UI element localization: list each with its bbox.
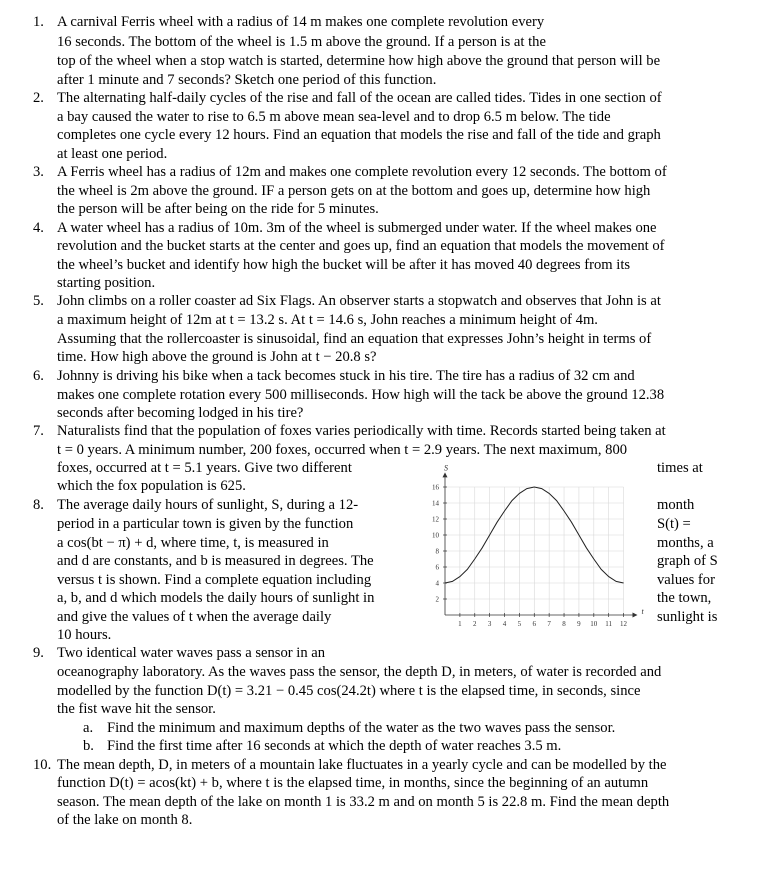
problem-line: a cos(bt − π) + d, where time, t, is measured in [57,535,329,551]
problem-line: after 1 minute and 7 seconds? Sketch one period of this function. [57,72,437,88]
problem-line: foxes, occurred at t = 5.1 years. Give two different [57,460,352,476]
x-axis-label: t [641,607,644,616]
y-tick-label: 14 [432,499,439,508]
problem-line: t = 0 years. A minimum number, 200 foxes, occurred when t = 2.9 years. The next maximum, 800 [57,442,628,458]
problem-line: completes one cycle every 12 hours. Find an equation that models the rise and fall of the tide and graph [57,127,661,143]
problem-number: 1. [33,14,44,30]
problem-line: The alternating half-daily cycles of the rise and fall of the ocean are called tides. Tides in one section of [57,90,662,106]
side-text: values for [657,572,715,588]
x-tick-label: 5 [517,620,522,628]
problem-line: A carnival Ferris wheel with a radius of 14 m makes one complete revolution every [57,14,545,30]
side-text: the town, [657,590,712,606]
x-tick-label: 9 [577,620,581,628]
problem-number: 3. [33,164,44,180]
x-tick-label: 10 [590,620,598,628]
problem-line: the fist wave hit the sensor. [57,701,216,717]
problem-number: 8. [33,497,44,513]
problem-line: of the lake on month 8. [57,812,193,828]
problem-line: and give the values of t when the average daily [57,609,332,625]
problem-number: 7. [33,423,44,439]
x-tick-label: 4 [502,620,507,628]
problem-number: 9. [33,645,44,661]
problem-line: Assuming that the rollercoaster is sinusoidal, find an equation that expresses John’s height in terms of [57,331,652,347]
problem-line: a maximum height of 12m at t = 13.2 s. At t = 14.6 s, John reaches a minimum height of 4m. [57,312,598,328]
problem-line: The mean depth, D, in meters of a mountain lake fluctuates in a yearly cycle and can be modelled by the [57,757,667,773]
problem-line: Two identical water waves pass a sensor in an [57,645,326,661]
y-tick-label: 4 [435,579,439,588]
problem-line: a, b, and d which models the daily hours of sunlight in [57,590,375,606]
sunlight-chart [420,463,652,632]
y-tick-label: 10 [432,531,439,540]
problem-line: 16 seconds. The bottom of the wheel is 1.5 m above the ground. If a person is at the [57,34,546,50]
problem-line: 10 hours. [57,627,112,643]
x-tick-label: 12 [620,620,628,628]
problem-line: starting position. [57,275,156,291]
problem-line: oceanography laboratory. As the waves pass the sensor, the depth D, in meters, of water is recorded and [57,664,662,680]
x-axis-arrow [632,613,637,618]
y-axis-label: S [444,463,448,473]
side-text: month [657,497,695,513]
problem-line: seconds after becoming lodged in his tire? [57,405,304,421]
side-text: months, a [657,535,714,551]
problem-line: the person will be after being on the ride for 5 minutes. [57,201,379,217]
subitem-text: Find the minimum and maximum depths of the water as the two waves pass the sensor. [107,720,616,736]
problem-number: 5. [33,293,44,309]
problem-line: period in a particular town is given by the function [57,516,354,532]
side-text: S(t) = [657,516,691,532]
x-tick-label: 3 [487,620,492,628]
problem-line: John climbs on a roller coaster ad Six Flags. An observer starts a stopwatch and observes that John is at [57,293,661,309]
subitem-label: b. [83,738,94,754]
problem-line: A Ferris wheel has a radius of 12m and makes one complete revolution every 12 seconds. The bottom of [57,164,667,180]
problem-line: modelled by the function D(t) = 3.21 − 0.45 cos(24.2t) where t is the elapsed time, in seconds, since [57,683,641,699]
x-tick-label: 6 [532,620,537,628]
x-tick-label: 7 [547,620,551,628]
problem-line: a bay caused the water to rise to 6.5 m above mean sea-level and to drop 6.5 m below. The tide [57,109,611,125]
problem-line: makes one complete rotation every 500 milliseconds. How high will the tack be above the ground 12.38 [57,387,665,403]
problem-number: 4. [33,220,44,236]
problem-line: season. The mean depth of the lake on month 1 is 33.2 m and on month 5 is 22.8 m. Find the mean depth [57,794,670,810]
x-tick-label: 1 [458,620,462,628]
y-tick-label: 8 [435,547,439,556]
subitem-label: a. [83,720,94,736]
problem-line: The average daily hours of sunlight, S, during a 12- [57,497,359,513]
problem-number: 10. [33,757,52,773]
problem-line: which the fox population is 625. [57,478,246,494]
problem-number: 2. [33,90,44,106]
problem-line: Naturalists find that the population of foxes varies periodically with time. Records started being taken at [57,423,666,439]
y-tick-label: 6 [435,563,439,572]
side-text: graph of S [657,553,718,569]
x-tick-label: 2 [473,620,477,628]
problem-line: versus t is shown. Find a complete equation including [57,572,372,588]
problem-line: the wheel’s bucket and identify how high the bucket will be after it has moved 40 degrees from its [57,257,631,273]
side-text: sunlight is [657,609,718,625]
problem-line: function D(t) = acos(kt) + b, where t is the elapsed time, in months, since the beginning of an autumn [57,775,649,791]
problem-number: 6. [33,368,44,384]
y-axis-arrow [443,472,448,477]
y-tick-label: 12 [432,515,439,524]
y-tick-label: 16 [432,483,439,492]
problem-line: the wheel is 2m above the ground. IF a person gets on at the bottom and goes up, determine how high [57,183,651,199]
x-tick-label: 11 [605,620,613,628]
y-tick-label: 2 [435,595,439,604]
problem-line: and d are constants, and b is measured in degrees. The [57,553,374,569]
problem-line: time. How high above the ground is John at t − 20.8 s? [57,349,377,365]
problem-line: at least one period. [57,146,168,162]
side-text: times at [657,460,703,476]
problem-line: top of the wheel when a stop watch is started, determine how high above the ground that person will be [57,53,661,69]
x-tick-label: 8 [562,620,566,628]
subitem-text: Find the first time after 16 seconds at which the depth of water reaches 3.5 m. [107,738,562,754]
problem-line: A water wheel has a radius of 10m. 3m of the wheel is submerged under water. If the wheel makes one [57,220,657,236]
problem-line: Johnny is driving his bike when a tack becomes stuck in his tire. The tire has a radius of 32 cm and [57,368,635,384]
problem-line: revolution and the bucket starts at the center and goes up, find an equation that models the movement of [57,238,665,254]
